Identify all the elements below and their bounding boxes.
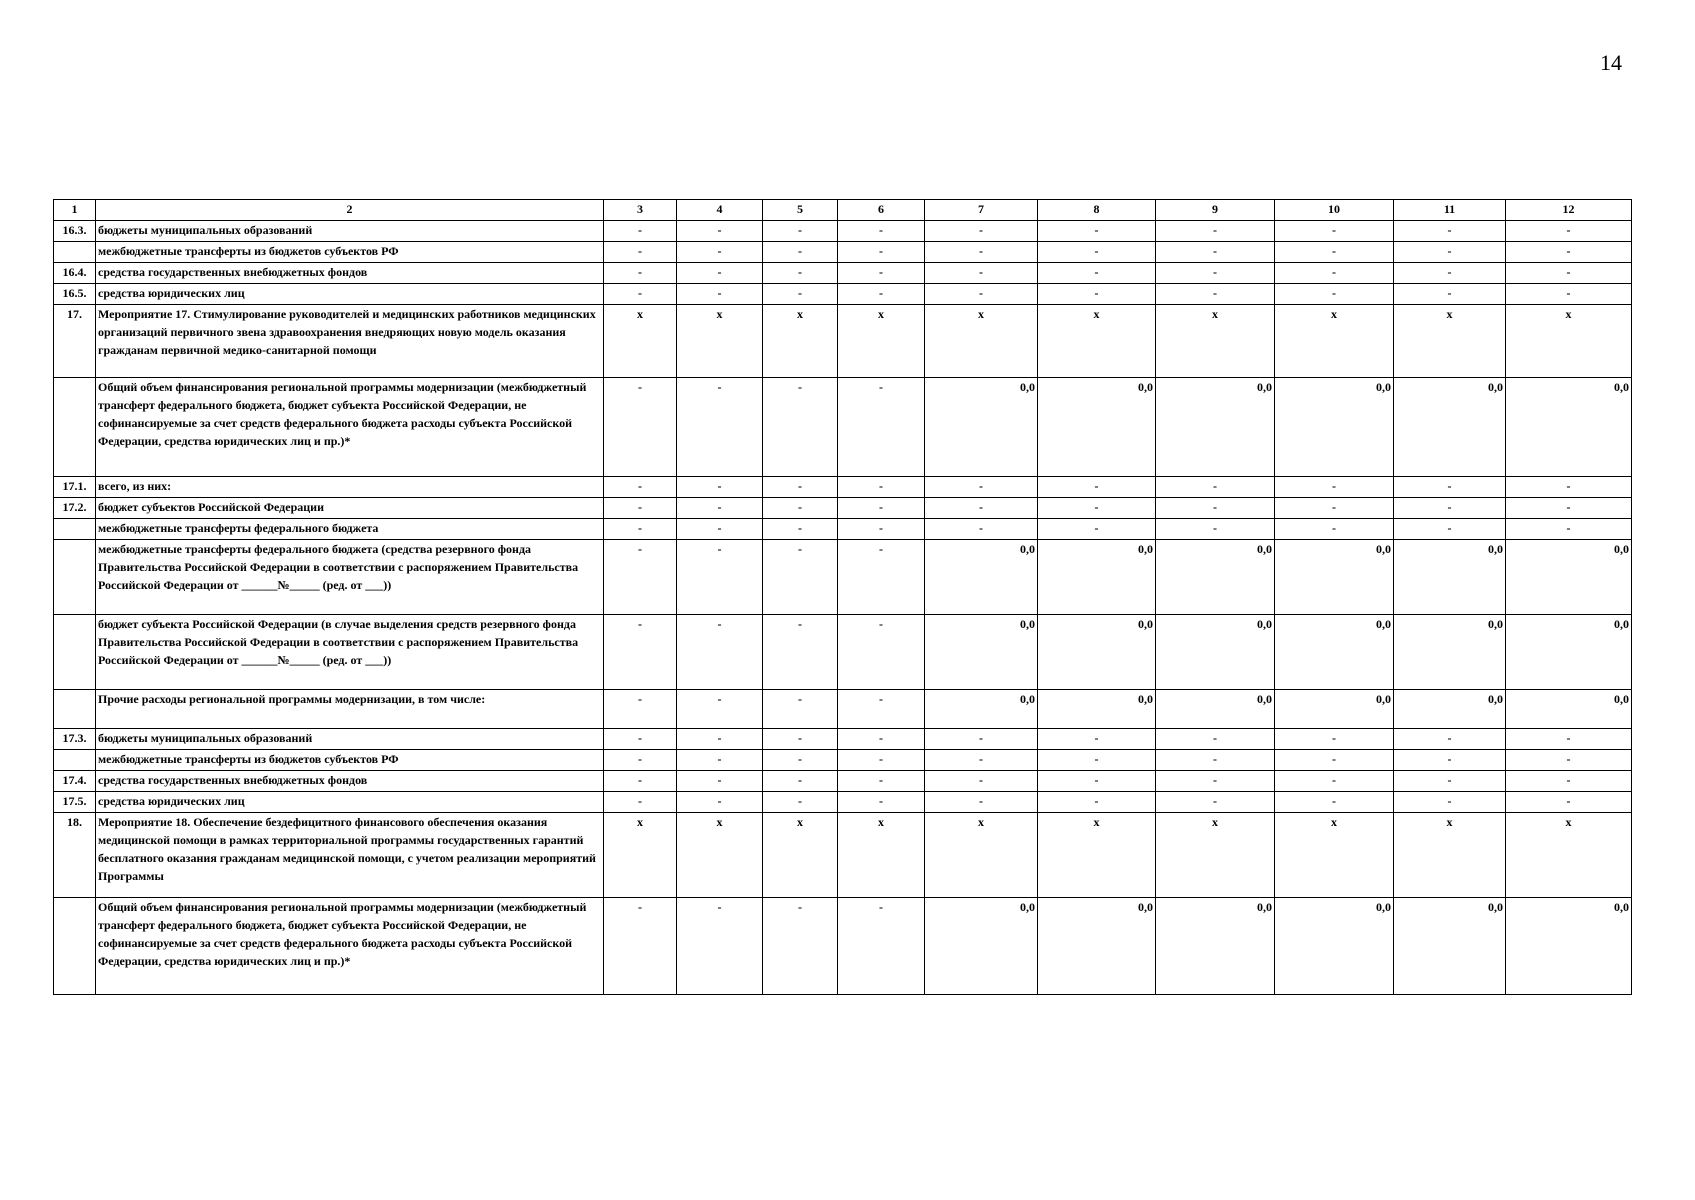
row-value: - [1275,729,1394,750]
row-value: - [1156,729,1275,750]
row-value: 0,0 [925,690,1038,729]
row-label: средства государственных внебюджетных фондов [96,263,604,284]
column-header-3: 3 [604,200,677,221]
row-value: 0,0 [1038,690,1156,729]
row-number [54,540,96,615]
row-value: - [1506,477,1632,498]
row-value: - [1156,750,1275,771]
row-value: - [604,284,677,305]
row-value: - [1394,284,1506,305]
row-value: - [925,221,1038,242]
row-value: - [604,378,677,477]
row-value: - [1506,284,1632,305]
row-value: - [1506,242,1632,263]
column-header-8: 8 [1038,200,1156,221]
row-value: - [604,519,677,540]
row-number [54,242,96,263]
row-value: - [763,242,838,263]
row-value: - [1275,519,1394,540]
row-value: - [1038,221,1156,242]
row-label: межбюджетные трансферты из бюджетов субъектов РФ [96,242,604,263]
row-value: - [1506,263,1632,284]
row-value: 0,0 [1038,898,1156,995]
row-value: 0,0 [1275,690,1394,729]
row-value: - [604,540,677,615]
row-value: 0,0 [925,540,1038,615]
row-label: бюджеты муниципальных образований [96,729,604,750]
row-value: 0,0 [925,898,1038,995]
row-value: - [604,771,677,792]
row-value: - [763,771,838,792]
row-value: x [838,305,925,378]
row-value: - [763,750,838,771]
row-value: 0,0 [925,378,1038,477]
page-number: 14 [1600,50,1622,75]
row-number: 17. [54,305,96,378]
row-value: - [1506,498,1632,519]
row-value: - [677,519,763,540]
row-value: - [677,540,763,615]
row-value: - [1506,771,1632,792]
row-number: 17.4. [54,771,96,792]
row-number [54,750,96,771]
row-value: - [1275,792,1394,813]
row-value: - [838,498,925,519]
row-number: 17.3. [54,729,96,750]
table-row [54,477,1632,498]
row-value: x [1394,813,1506,898]
row-value: - [1506,519,1632,540]
row-value: - [1038,498,1156,519]
row-label: бюджеты муниципальных образований [96,221,604,242]
row-label: средства юридических лиц [96,792,604,813]
table-row [54,242,1632,263]
row-value: 0,0 [1275,615,1394,690]
row-label: Общий объем финансирования региональной программы модернизации (межбюджетный трансферт федерального бюджета, бюджет субъекта Российской Федерации, не софинансируемые за счет средств федерального бюджета расходы субъекта Российской Федерации, средства юридических лиц и пр.)* [96,898,604,995]
table-row [54,305,1632,378]
row-label: средства юридических лиц [96,284,604,305]
row-value: 0,0 [1156,540,1275,615]
row-value: - [604,498,677,519]
table-row [54,771,1632,792]
row-value: 0,0 [1394,898,1506,995]
table-row [54,263,1632,284]
table-row [54,813,1632,898]
row-value: - [925,263,1038,284]
row-value: - [677,729,763,750]
row-value: - [1275,263,1394,284]
row-value: - [1038,519,1156,540]
row-value: - [1275,750,1394,771]
row-value: x [677,813,763,898]
row-value: - [1156,284,1275,305]
row-value: - [677,263,763,284]
column-header-5: 5 [763,200,838,221]
row-value: - [604,690,677,729]
row-value: - [1156,242,1275,263]
row-value: - [763,792,838,813]
row-value: - [763,729,838,750]
table-row [54,519,1632,540]
row-value: - [838,242,925,263]
row-value: - [677,221,763,242]
row-value: x [1506,813,1632,898]
row-value: x [1156,305,1275,378]
row-value: - [677,284,763,305]
row-value: - [1394,729,1506,750]
row-value: x [1038,305,1156,378]
row-value: 0,0 [1506,690,1632,729]
row-value: - [1156,792,1275,813]
row-value: - [763,263,838,284]
row-value: 0,0 [1275,378,1394,477]
table-row [54,615,1632,690]
row-value: - [1156,519,1275,540]
row-value: - [1275,284,1394,305]
row-value: - [1156,498,1275,519]
column-header-7: 7 [925,200,1038,221]
row-number: 16.3. [54,221,96,242]
row-value: - [1275,242,1394,263]
row-value: 0,0 [1506,898,1632,995]
table-row [54,378,1632,477]
row-value: 0,0 [1506,540,1632,615]
row-value: - [1394,750,1506,771]
row-value: - [604,750,677,771]
row-value: - [1038,771,1156,792]
row-value: - [838,221,925,242]
row-label: всего, из них: [96,477,604,498]
row-value: - [677,378,763,477]
row-value: - [838,750,925,771]
row-value: - [1038,729,1156,750]
row-value: - [925,750,1038,771]
row-value: - [838,898,925,995]
financing-table [53,199,1632,995]
row-value: x [604,813,677,898]
row-value: - [604,615,677,690]
row-value: - [1275,498,1394,519]
table-row [54,284,1632,305]
row-value: - [763,221,838,242]
row-value: - [677,750,763,771]
row-value: - [925,477,1038,498]
column-header-10: 10 [1275,200,1394,221]
row-value: 0,0 [1156,690,1275,729]
row-value: - [1156,221,1275,242]
row-value: - [1038,242,1156,263]
row-value: 0,0 [1506,378,1632,477]
row-value: - [925,792,1038,813]
table-row [54,690,1632,729]
row-value: 0,0 [1394,615,1506,690]
row-value: x [763,813,838,898]
row-value: x [1038,813,1156,898]
row-label: Прочие расходы региональной программы модернизации, в том числе: [96,690,604,729]
row-number: 16.4. [54,263,96,284]
row-value: 0,0 [1275,540,1394,615]
row-value: - [1506,729,1632,750]
row-value: - [838,792,925,813]
row-value: - [1394,519,1506,540]
row-number [54,690,96,729]
row-number: 16.5. [54,284,96,305]
row-number: 17.1. [54,477,96,498]
row-value: - [1038,263,1156,284]
row-value: 0,0 [1156,378,1275,477]
row-value: - [838,729,925,750]
row-value: - [604,729,677,750]
row-value: x [677,305,763,378]
row-value: - [1506,750,1632,771]
table-row [54,750,1632,771]
row-label: Мероприятие 17. Стимулирование руководителей и медицинских работников медицинских организаций первичного звена здравоохранения внедряющих новую модель оказания гражданам первичной медико-санитарной помощи [96,305,604,378]
table-row [54,498,1632,519]
row-value: 0,0 [1156,615,1275,690]
row-value: - [838,477,925,498]
row-value: 0,0 [1038,378,1156,477]
row-value: - [1394,498,1506,519]
row-value: - [925,284,1038,305]
row-value: 0,0 [1275,898,1394,995]
row-value: - [838,540,925,615]
row-value: - [763,378,838,477]
row-label: бюджет субъектов Российской Федерации [96,498,604,519]
row-label: межбюджетные трансферты из бюджетов субъектов РФ [96,750,604,771]
row-value: - [763,498,838,519]
row-value: - [763,690,838,729]
row-number: 17.5. [54,792,96,813]
table-row [54,221,1632,242]
row-value: 0,0 [1156,898,1275,995]
table-row [54,792,1632,813]
row-number [54,378,96,477]
row-value: - [604,898,677,995]
row-value: - [1394,263,1506,284]
row-value: - [1038,792,1156,813]
row-label: межбюджетные трансферты федерального бюджета (средства резервного фонда Правительства Российской Федерации в соответствии с распоряжением Правительства Российской Федерации от ______№_____ (ред. от ___)) [96,540,604,615]
row-value: - [838,284,925,305]
row-value: - [925,498,1038,519]
row-value: - [677,615,763,690]
row-label: бюджет субъекта Российской Федерации (в случае выделения средств резервного фонда Правительства Российской Федерации в соответствии с распоряжением Правительства Российской Федерации от ______№_____ (ред. от ___)) [96,615,604,690]
row-value: - [604,792,677,813]
row-number [54,519,96,540]
table-row [54,729,1632,750]
row-value: - [763,540,838,615]
table-row [54,898,1632,995]
row-number: 17.2. [54,498,96,519]
row-label: Общий объем финансирования региональной программы модернизации (межбюджетный трансферт федерального бюджета, бюджет субъекта Российской Федерации, не софинансируемые за счет средств федерального бюджета расходы субъекта Российской Федерации, средства юридических лиц и пр.)* [96,378,604,477]
row-value: 0,0 [1394,378,1506,477]
column-header-4: 4 [677,200,763,221]
row-number: 18. [54,813,96,898]
row-value: 0,0 [1394,690,1506,729]
table-header-row [54,200,1632,221]
row-value: - [677,477,763,498]
row-value: - [1394,242,1506,263]
row-value: 0,0 [1038,615,1156,690]
row-value: - [1275,771,1394,792]
row-value: - [1506,792,1632,813]
row-number [54,615,96,690]
row-value: - [1156,771,1275,792]
column-header-1: 1 [54,200,96,221]
column-header-11: 11 [1394,200,1506,221]
row-label: средства государственных внебюджетных фондов [96,771,604,792]
row-value: - [1275,221,1394,242]
row-value: - [763,615,838,690]
row-value: - [604,221,677,242]
row-value: x [1275,305,1394,378]
column-header-9: 9 [1156,200,1275,221]
row-value: - [838,263,925,284]
row-value: - [838,690,925,729]
row-number [54,898,96,995]
row-value: - [1394,792,1506,813]
row-value: - [1156,477,1275,498]
row-value: x [1275,813,1394,898]
row-value: 0,0 [925,615,1038,690]
row-value: - [1506,221,1632,242]
row-value: - [677,242,763,263]
row-label: Мероприятие 18. Обеспечение бездефицитного финансового обеспечения оказания медицинской помощи в рамках территориальной программы государственных гарантий бесплатного оказания гражданам медицинской помощи, с учетом реализации мероприятий Программы [96,813,604,898]
row-value: 0,0 [1394,540,1506,615]
row-value: 0,0 [1506,615,1632,690]
row-value: - [925,519,1038,540]
row-value: - [1394,221,1506,242]
row-value: - [1394,771,1506,792]
row-value: - [763,477,838,498]
column-header-12: 12 [1506,200,1632,221]
row-value: x [1156,813,1275,898]
row-value: x [1506,305,1632,378]
row-value: - [763,519,838,540]
row-value: - [677,792,763,813]
row-value: - [1394,477,1506,498]
row-value: x [763,305,838,378]
row-value: - [763,898,838,995]
row-value: - [677,898,763,995]
row-label: межбюджетные трансферты федерального бюджета [96,519,604,540]
row-value: x [925,813,1038,898]
row-value: - [1275,477,1394,498]
row-value: x [925,305,1038,378]
row-value: x [604,305,677,378]
row-value: x [1394,305,1506,378]
row-value: - [677,690,763,729]
row-value: - [604,242,677,263]
column-header-2: 2 [96,200,604,221]
row-value: - [925,771,1038,792]
row-value: - [677,771,763,792]
row-value: x [838,813,925,898]
row-value: - [763,284,838,305]
row-value: - [1038,284,1156,305]
row-value: - [604,263,677,284]
column-header-6: 6 [838,200,925,221]
row-value: - [1038,750,1156,771]
row-value: - [604,477,677,498]
row-value: - [925,242,1038,263]
row-value: - [838,519,925,540]
row-value: 0,0 [1038,540,1156,615]
row-value: - [838,378,925,477]
table-row [54,540,1632,615]
row-value: - [677,498,763,519]
row-value: - [838,771,925,792]
row-value: - [838,615,925,690]
row-value: - [1038,477,1156,498]
row-value: - [1156,263,1275,284]
row-value: - [925,729,1038,750]
